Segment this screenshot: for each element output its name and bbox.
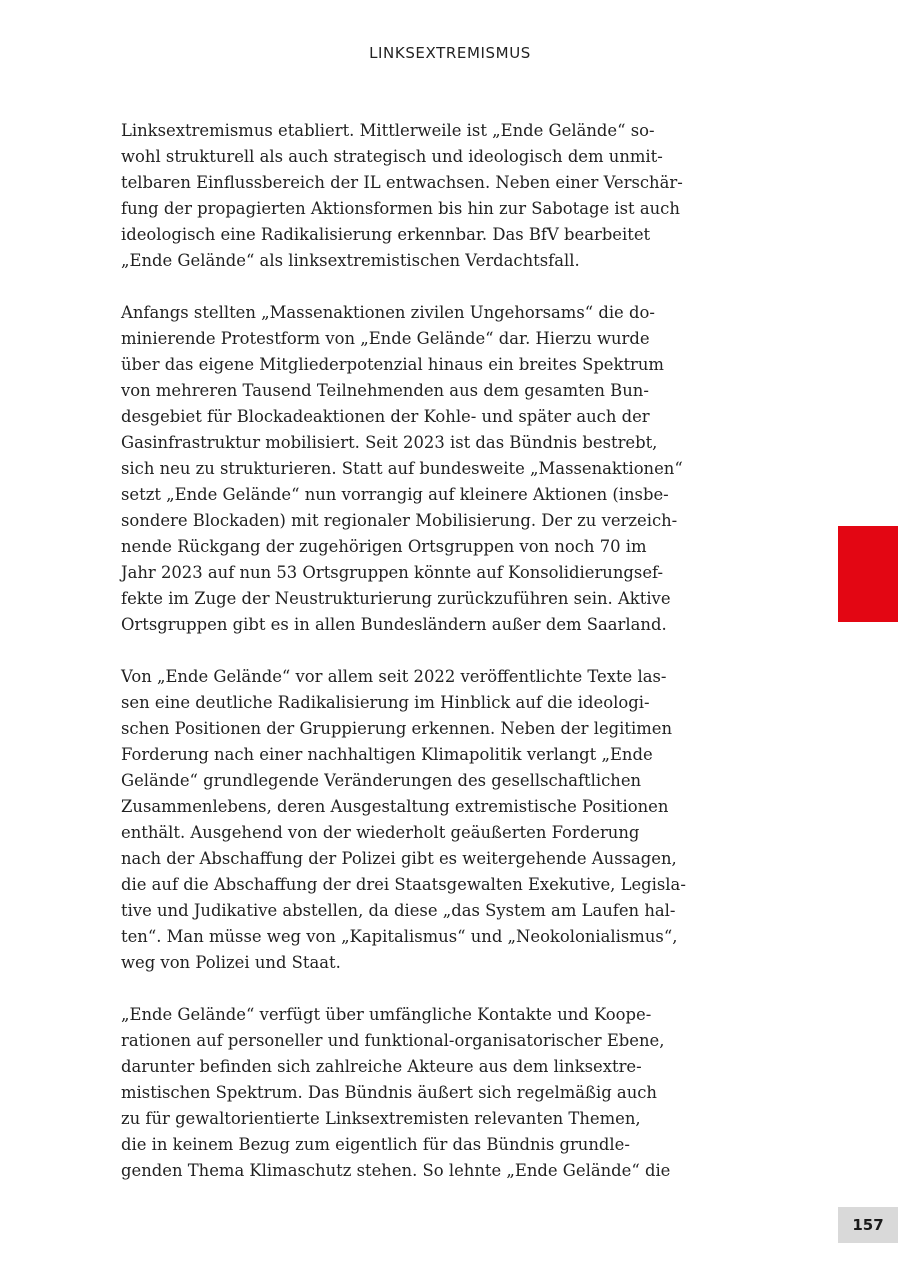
text-line: von mehreren Tausend Teilnehmenden aus dem gesamten Bun- (121, 381, 649, 400)
text-line: telbaren Einflussbereich der IL entwachsen. Neben einer Verschär- (121, 173, 683, 192)
paragraph-4 (121, 1002, 671, 1184)
text-line: die in keinem Bezug zum eigentlich für das Bündnis grundle- (121, 1135, 630, 1154)
text-line: darunter befinden sich zahlreiche Akteure aus dem linksextre- (121, 1057, 642, 1076)
text-line: zu für gewaltorientierte Linksextremisten relevanten Themen, (121, 1109, 641, 1128)
text-line: sich neu zu strukturieren. Statt auf bundesweite „Massenaktionen“ (121, 459, 683, 478)
text-line: Zusammenlebens, deren Ausgestaltung extremistische Positionen (121, 797, 669, 816)
text-line: Linksextremismus etabliert. Mittlerweile ist „Ende Gelände“ so- (121, 121, 655, 140)
text-line: tive und Judikative abstellen, da diese „das System am Laufen hal- (121, 901, 676, 920)
page-number: 157 (852, 1216, 884, 1234)
text-line: nach der Abschaffung der Polizei gibt es weitergehende Aussagen, (121, 849, 677, 868)
text-line: Gasinfrastruktur mobilisiert. Seit 2023 ist das Bündnis bestrebt, (121, 433, 658, 452)
text-line: „Ende Gelände“ verfügt über umfängliche Kontakte und Koope- (121, 1005, 652, 1024)
text-line: desgebiet für Blockadeaktionen der Kohle- und später auch der (121, 407, 650, 426)
chapter-tab-marker (838, 526, 898, 622)
text-line: Von „Ende Gelände“ vor allem seit 2022 veröffentlichte Texte las- (121, 667, 667, 686)
text-line: genden Thema Klimaschutz stehen. So lehnte „Ende Gelände“ die (121, 1161, 671, 1180)
text-line: fung der propagierten Aktionsformen bis hin zur Sabotage ist auch (121, 199, 680, 218)
text-line: die auf die Abschaffung der drei Staatsgewalten Exekutive, Legisla- (121, 875, 686, 894)
text-line: weg von Polizei und Staat. (121, 953, 341, 972)
text-line: setzt „Ende Gelände“ nun vorrangig auf kleinere Aktionen (insbe- (121, 485, 669, 504)
paragraph-3 (121, 664, 686, 976)
paragraph-2 (121, 300, 683, 638)
text-line: Gelände“ grundlegende Veränderungen des gesellschaftlichen (121, 771, 642, 790)
text-line: Forderung nach einer nachhaltigen Klimapolitik verlangt „Ende (121, 745, 653, 764)
text-line: sondere Blockaden) mit regionaler Mobilisierung. Der zu verzeich- (121, 511, 678, 530)
text-line: enthält. Ausgehend von der wiederholt geäußerten Forderung (121, 823, 640, 842)
text-line: schen Positionen der Gruppierung erkennen. Neben der legitimen (121, 719, 673, 738)
text-line: Ortsgruppen gibt es in allen Bundesländern außer dem Saarland. (121, 615, 667, 634)
text-line: ten“. Man müsse weg von „Kapitalismus“ und „Neokolonialismus“, (121, 927, 678, 946)
body-text (121, 118, 686, 1210)
text-line: minierende Protestform von „Ende Gelände“ dar. Hierzu wurde (121, 329, 650, 348)
running-header: LINKSEXTREMISMUS (369, 44, 531, 62)
text-line: „Ende Gelände“ als linksextremistischen Verdachtsfall. (121, 251, 580, 270)
text-line: sen eine deutliche Radikalisierung im Hinblick auf die ideologi- (121, 693, 650, 712)
text-line: über das eigene Mitgliederpotenzial hinaus ein breites Spektrum (121, 355, 664, 374)
text-line: Jahr 2023 auf nun 53 Ortsgruppen könnte auf Konsolidierungsef- (121, 563, 664, 582)
text-line: ideologisch eine Radikalisierung erkennbar. Das BfV bearbeitet (121, 225, 651, 244)
text-line: fekte im Zuge der Neustrukturierung zurückzuführen sein. Aktive (121, 589, 671, 608)
text-line: rationen auf personeller und funktional-organisatorischer Ebene, (121, 1031, 665, 1050)
text-line: nende Rückgang der zugehörigen Ortsgruppen von noch 70 im (121, 537, 647, 556)
text-line: Anfangs stellten „Massenaktionen zivilen Ungehorsams“ die do- (121, 303, 655, 322)
text-line: mistischen Spektrum. Das Bündnis äußert sich regelmäßig auch (121, 1083, 657, 1102)
text-line: wohl strukturell als auch strategisch und ideologisch dem unmit- (121, 147, 663, 166)
paragraph-1 (121, 118, 683, 274)
page-number-box (838, 1207, 898, 1243)
